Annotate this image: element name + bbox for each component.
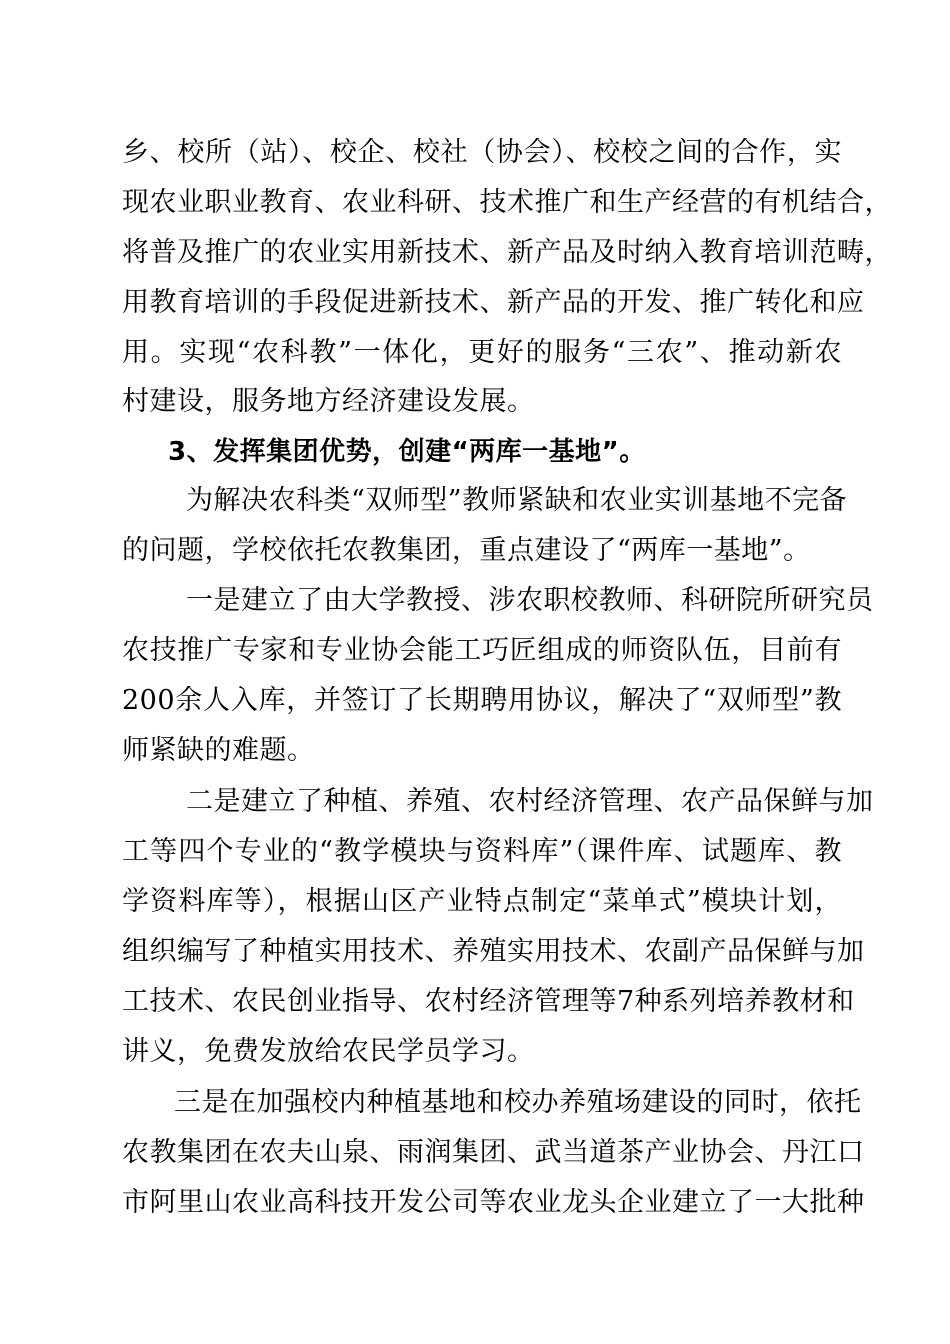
body-text-line: 工技术、农民创业指导、农村经济管理等7种系列培养教材和 [122, 986, 855, 1017]
body-text-line: 三是在加强校内种植基地和校办养殖场建设的同时，依托 [174, 1087, 862, 1118]
body-text-line: 农教集团在农夫山泉、雨润集团、武当道茶产业协会、丹江口 [122, 1137, 865, 1168]
body-text-line: 组织编写了种植实用技术、养殖实用技术、农副产品保鲜与加 [122, 936, 865, 967]
body-text-line: 用。实现“农科教”一体化，更好的服务“三农”、推动新农 [122, 337, 842, 368]
body-text-line: 村建设，服务地方经济建设发展。 [122, 386, 535, 417]
body-text-line: 的问题，学校依托农教集团，重点建设了“两库一基地”。 [122, 535, 811, 566]
body-text-line: 学资料库等），根据山区产业特点制定“菜单式”模块计划， [122, 886, 842, 917]
body-text-line: 农技推广专家和专业协会能工巧匠组成的师资队伍，目前有 [122, 635, 842, 666]
body-text-line: 将普及推广的农业实用新技术、新产品及时纳入教育培训范畴， [122, 237, 892, 268]
body-text-line: 乡、校所（站）、校企、校社（协会）、校校之间的合作，实 [122, 137, 842, 168]
body-text-line: 二是建立了种植、养殖、农村经济管理、农产品保鲜与加 [186, 786, 874, 817]
body-text-line: 市阿里山农业高科技开发公司等农业龙头企业建立了一大批种 [122, 1187, 865, 1218]
body-text-line: 工等四个专业的“教学模块与资料库”（课件库、试题库、教 [122, 836, 842, 867]
body-text-line: 讲义，免费发放给农民学员学习。 [122, 1036, 535, 1067]
body-text-line: 为解决农科类“双师型”教师紧缺和农业实训基地不完备 [186, 485, 848, 516]
body-text-line: 一是建立了由大学教授、涉农职校教师、科研院所研究员 [186, 585, 874, 616]
body-text-line: 师紧缺的难题。 [122, 735, 315, 766]
body-text-line: 用教育培训的手段促进新技术、新产品的开发、推广转化和应 [122, 287, 865, 318]
body-text-line: 现农业职业教育、农业科研、技术推广和生产经营的有机结合， [122, 187, 892, 218]
body-text-line: 200余人入库，并签订了长期聘用协议，解决了“双师型”教 [122, 685, 842, 716]
section-heading: 3、发挥集团优势，创建“两库一基地”。 [168, 437, 646, 467]
